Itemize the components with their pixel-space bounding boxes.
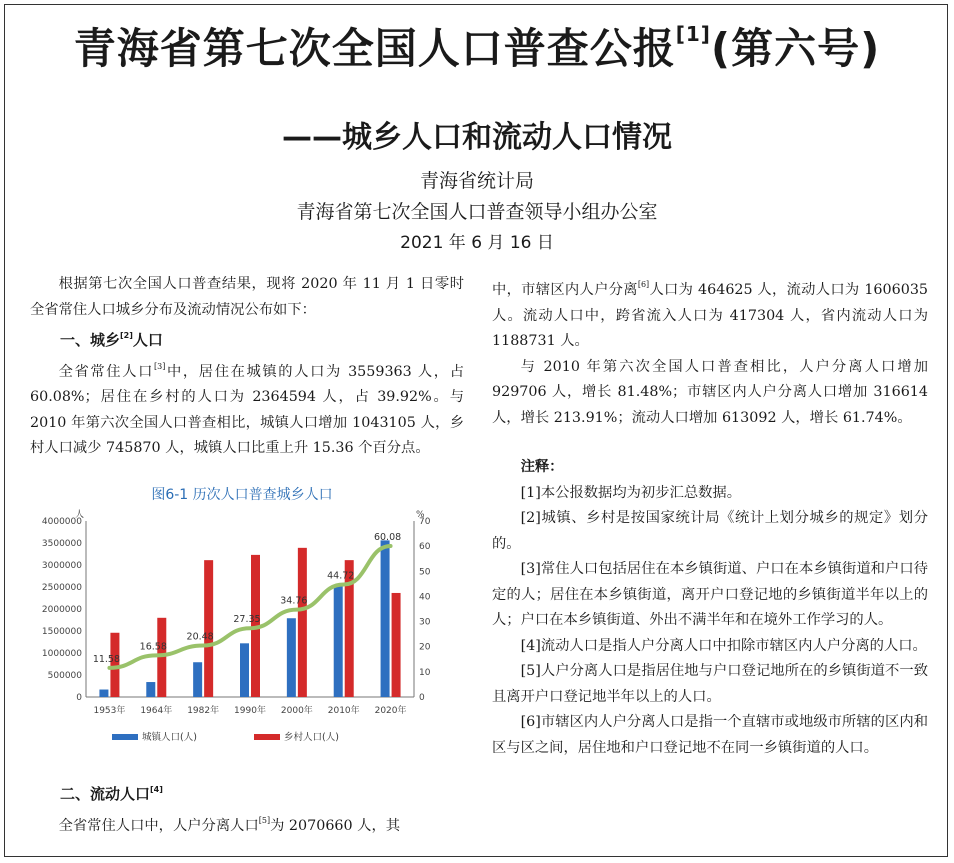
- bar-urban: [334, 586, 343, 697]
- x-tick-label: 1990年: [234, 706, 266, 716]
- y-left-tick-label: 2500000: [41, 583, 82, 593]
- y-right-tick-label: 0: [419, 693, 425, 703]
- y-right-tick-label: 20: [419, 642, 431, 653]
- bar-urban: [193, 662, 202, 697]
- y-left-tick-label: 1500000: [41, 627, 82, 637]
- section2-heading: 二、流动人口[4]: [60, 785, 163, 803]
- left-column-bottom: [30, 777, 464, 839]
- section2-continued: 中，市辖区内人户分离[6]人口为 464625 人，流动人口为 1606035 人。流动人口中，跨省流入人口为 417304 人，省内流动人口为 1188731 人。: [492, 280, 929, 349]
- bar-urban: [99, 690, 108, 697]
- x-tick-label: 2000年: [280, 706, 313, 716]
- note-item: [3]常住人口包括居住在本乡镇街道、户口在本乡镇街道和户口待定的人；居住在本乡镇街道，离开户口登记地的乡镇街道半年以上的人；户口在本乡镇街道、外出不满半年和在境外工作学习的人。: [492, 561, 928, 628]
- line-data-label: 11.58: [92, 653, 121, 665]
- y-left-tick-label: 1000000: [41, 649, 82, 659]
- y-right-tick-label: 40: [419, 592, 431, 603]
- issuer-office: 青海省第七次全国人口普查领导小组办公室: [296, 201, 658, 223]
- bar-rural: [392, 593, 401, 697]
- x-tick-label: 2020年: [374, 706, 407, 716]
- note-item: [5]人户分离人口是指居住地与户口登记地所在的乡镇街道不一致且离开户口登记地半年以上的人口。: [492, 663, 928, 705]
- y-left-tick-label: 4000000: [41, 517, 82, 527]
- bar-urban: [146, 682, 155, 697]
- urban-rural-population-chart: [30, 505, 454, 755]
- note-item: [4]流动人口是指人户分离人口中扣除市辖区内人户分离的人口。: [520, 637, 927, 654]
- bar-rural: [298, 548, 307, 697]
- note-item: [6]市辖区内人户分离人口是指一个直辖市或地级市所辖的区内和区与区之间，居住地和户口登记地不在同一乡镇街道的人口。: [492, 714, 928, 756]
- page-title: 青海省第七次全国人口普查公报[1](第六号): [73, 22, 881, 73]
- y-right-tick-label: 60: [419, 542, 431, 553]
- notes-list: [492, 481, 928, 762]
- bar-urban: [240, 643, 249, 697]
- page-subtitle: ——城乡人口和流动人口情况: [282, 120, 672, 155]
- left-column-top: [30, 272, 464, 462]
- y-left-tick-label: 0: [76, 693, 82, 703]
- comparison-paragraph: 与 2010 年第六次全国人口普查相比，人户分离人口增加 929706 人，增长 81.48%；市辖区内人户分离人口增加 316614 人，增长 213.91%；流动人口增加 613092 人，增长 61.74%。: [492, 358, 928, 426]
- publish-date: 2021 年 6 月 16 日: [400, 233, 554, 253]
- y-right-tick-label: 50: [419, 567, 431, 578]
- section2-paragraph: 全省常住人口中，人户分离人口[5]为 2070660 人，其: [58, 815, 401, 834]
- chart-title: 图6-1 历次人口普查城乡人口: [151, 487, 333, 503]
- x-tick-label: 2010年: [327, 706, 360, 716]
- x-tick-label: 1953年: [93, 706, 126, 716]
- x-tick-label: 1982年: [187, 706, 220, 716]
- y-left-tick-label: 2000000: [41, 605, 82, 615]
- right-column: [492, 272, 928, 761]
- line-data-label: 16.58: [139, 641, 167, 653]
- line-data-label: 44.72: [327, 570, 355, 582]
- section1-heading: 一、城乡[2]人口: [60, 331, 163, 349]
- line-data-label: 60.08: [373, 531, 402, 543]
- line-data-label: 27.35: [233, 614, 261, 626]
- y-left-tick-label: 3000000: [41, 561, 82, 571]
- intro-paragraph: 根据第七次全国人口普查结果，现将 2020 年 11 月 1 日零时全省常住人口城乡分布及流动情况公布如下：: [30, 276, 464, 318]
- y-right-unit: %: [416, 510, 425, 520]
- line-data-label: 20.48: [186, 631, 214, 643]
- y-left-unit: 人: [74, 510, 84, 520]
- y-right-tick-label: 70: [419, 517, 431, 527]
- bar-urban: [381, 540, 390, 697]
- bar-rural: [157, 618, 166, 697]
- y-right-tick-label: 30: [419, 617, 431, 628]
- y-right-tick-label: 10: [419, 667, 431, 678]
- note-item: [1]本公报数据均为初步汇总数据。: [520, 484, 742, 501]
- legend-label-rural: 乡村人口(人): [284, 732, 339, 743]
- line-data-label: 34.76: [280, 595, 308, 607]
- issuer-bureau: 青海省统计局: [419, 170, 534, 192]
- legend-swatch-urban: [112, 734, 138, 740]
- legend-label-urban: 城镇人口(人): [142, 732, 197, 743]
- legend-swatch-rural: [254, 734, 280, 740]
- notes-heading: 注释：: [520, 459, 564, 475]
- x-tick-label: 1964年: [140, 706, 173, 716]
- y-left-tick-label: 500000: [47, 671, 82, 681]
- title-footnote-ref: [1]: [675, 22, 711, 46]
- section1-paragraph: 全省常住人口[3]中，居住在城镇的人口为 3559363 人，占 60.08%；居住在乡村的人口为 2364594 人，占 39.92%。与 2010 年第六次全国人口普查相比，城镇人口增加 1043105 人，乡村人口减少 745870 人，城镇人口比重上升 15.36 个百分点。: [30, 361, 465, 456]
- bar-urban: [287, 618, 296, 697]
- bar-rural: [204, 560, 213, 697]
- note-item: [2]城镇、乡村是按国家统计局《统计上划分城乡的规定》划分的。: [492, 510, 928, 552]
- y-left-tick-label: 3500000: [41, 539, 82, 549]
